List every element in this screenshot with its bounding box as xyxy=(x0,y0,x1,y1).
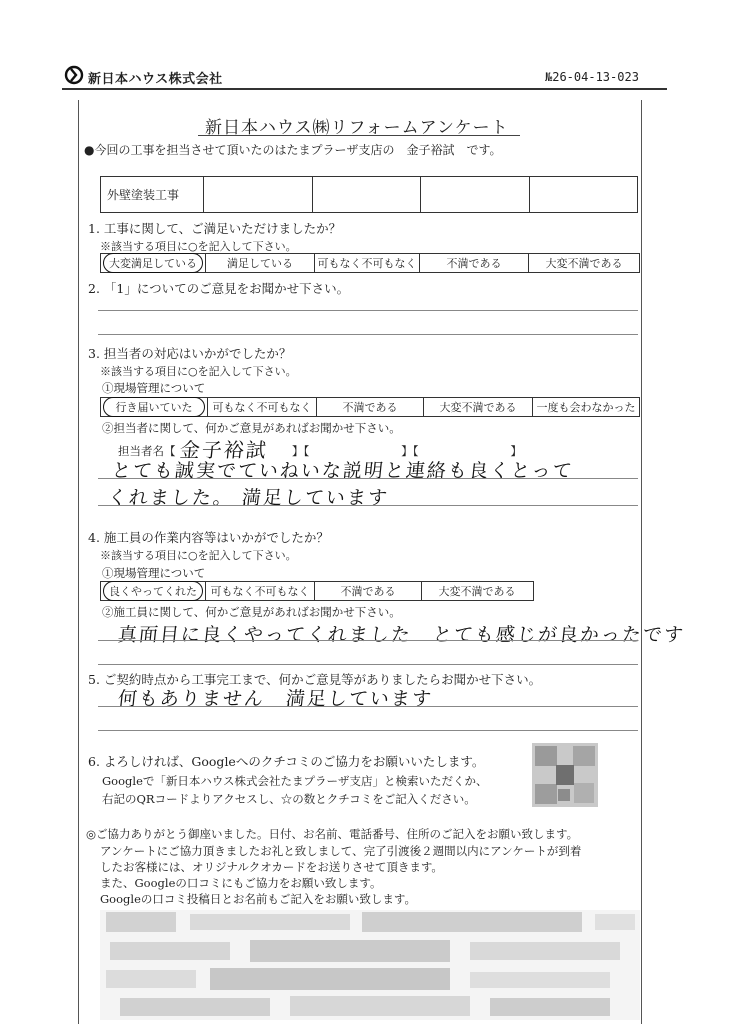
q3-handwritten-line2: くれました。 満足しています xyxy=(106,487,391,509)
closing-line3: したお客様には、オリジナルクオカードをお送りさせて頂きます。 xyxy=(100,860,443,874)
company-logo-icon xyxy=(64,65,84,85)
q4-option[interactable]: 可もなく不可もなく xyxy=(206,582,315,600)
q3-staff-name-handwritten: 金子裕試 xyxy=(178,438,270,462)
answer-line[interactable] xyxy=(98,706,638,707)
intro-staff-name: 金子裕試 xyxy=(406,143,455,157)
q3-options xyxy=(100,397,640,417)
work-type-cell[interactable] xyxy=(312,177,421,213)
q2-question: 2. 「1」についてのご意見をお聞かせ下さい。 xyxy=(88,281,350,296)
closing-line2: アンケートにご協力頂きましたお礼と致しまして、完了引渡後２週間以内にアンケートが到着 xyxy=(100,844,582,858)
q6-line2: 右記のQRコードよりアクセスし、☆の数とクチコミをご記入ください。 xyxy=(102,792,476,806)
company-name: 新日本ハウス株式会社 xyxy=(88,72,223,87)
redacted-personal-info xyxy=(100,898,640,1020)
q4-option[interactable]: 大変不満である xyxy=(438,585,516,598)
q3-question: 3. 担当者の対応はいかがでしたか？ xyxy=(88,346,292,361)
q3-staff-brackets: 】【 】【 】 xyxy=(292,444,522,458)
answer-line[interactable] xyxy=(98,505,638,506)
q1-question: 1. 工事に関して、ご満足いただけましたか？ xyxy=(88,221,342,236)
intro-text: ●今回の工事を担当させて頂いたのはたまプラーザ支店の xyxy=(84,143,395,157)
q3-note: ※該当する項目に○を記入して下さい。 xyxy=(100,365,297,378)
q3-option[interactable]: 不満である xyxy=(317,398,424,416)
q3-option[interactable]: 行き届いていた xyxy=(101,398,208,416)
q4-handwritten-line1: 真面目に良くやってくれました とても感じが良かったです xyxy=(116,624,687,646)
q1-option[interactable]: 満足している xyxy=(206,254,315,272)
q1-option[interactable]: 不満である xyxy=(420,254,529,272)
q3-option[interactable]: 大変不満である xyxy=(424,398,533,416)
q4-sub1: ①現場管理について xyxy=(102,566,206,580)
closing-line5: Googleの口コミ投稿日とお名前もご記入をお願い致します。 xyxy=(100,892,416,906)
answer-line[interactable] xyxy=(98,334,638,335)
intro-suffix: です。 xyxy=(466,143,502,157)
work-type-cell: 外壁塗装工事 xyxy=(101,177,204,213)
q3-sub2: ②担当者に関して、何かご意見があればお聞かせ下さい。 xyxy=(102,421,401,435)
work-type-cell[interactable] xyxy=(204,177,313,213)
q1-note: ※該当する項目に○を記入して下さい。 xyxy=(100,240,297,253)
closing-line4: また、Googleの口コミにもご協力をお願い致します。 xyxy=(100,876,382,890)
answer-line[interactable] xyxy=(98,310,638,311)
q5-handwritten-line1: 何もありません 満足しています xyxy=(116,688,435,710)
q4-note: ※該当する項目に○を記入して下さい。 xyxy=(100,549,297,562)
answer-line[interactable] xyxy=(98,640,638,641)
q3-sub1: ①現場管理について xyxy=(102,381,206,395)
header-divider xyxy=(62,88,667,90)
answer-line[interactable] xyxy=(98,478,638,479)
intro-line xyxy=(84,141,502,158)
q4-question: 4. 施工員の作業内容等はいかがでしたか？ xyxy=(88,530,329,545)
answer-line[interactable] xyxy=(98,730,638,731)
q3-handwritten-line1: とても誠実でていねいな説明と連絡も良くとって xyxy=(110,460,575,482)
work-type-cell[interactable] xyxy=(529,177,638,213)
q1-option[interactable]: 大変不満である xyxy=(545,257,623,270)
q3-option[interactable]: 一度も会わなかった xyxy=(536,401,636,414)
answer-line[interactable] xyxy=(98,664,638,665)
q1-option[interactable]: 大変満足している xyxy=(101,254,206,272)
qr-code-blurred xyxy=(532,743,598,807)
q3-option[interactable]: 可もなく不可もなく xyxy=(208,398,317,416)
page-title: 新日本ハウス㈱リフォームアンケート xyxy=(205,118,509,138)
closing-line1: ◎ご協力ありがとう御座いました。日付、お名前、電話番号、住所のご記入をお願い致します。 xyxy=(86,827,579,841)
q4-sub2: ②施工員に関して、何かご意見があればお聞かせ下さい。 xyxy=(102,605,401,619)
q6-line1: Googleで「新日本ハウス株式会社たまプラーザ支店」と検索いただくか、 xyxy=(102,774,488,788)
q1-options xyxy=(100,253,640,273)
title-underline xyxy=(198,135,520,136)
work-type-cell[interactable] xyxy=(421,177,530,213)
q6-question: 6. よろしければ、Googleへのクチコミのご協力をお願いいたします。 xyxy=(88,754,485,769)
document-number: №26-04-13-023 xyxy=(545,70,639,84)
q4-option[interactable]: 不満である xyxy=(315,582,422,600)
q1-option[interactable]: 可もなく不可もなく xyxy=(315,254,420,272)
q5-question: 5. ご契約時点から工事完工まで、何かご意見等がありましたらお聞かせ下さい。 xyxy=(88,672,542,687)
q4-options xyxy=(100,581,534,601)
q3-staff-label: 担当者名【 xyxy=(118,444,176,458)
q4-option[interactable]: 良くやってくれた xyxy=(101,582,206,600)
work-type-table xyxy=(100,176,638,213)
